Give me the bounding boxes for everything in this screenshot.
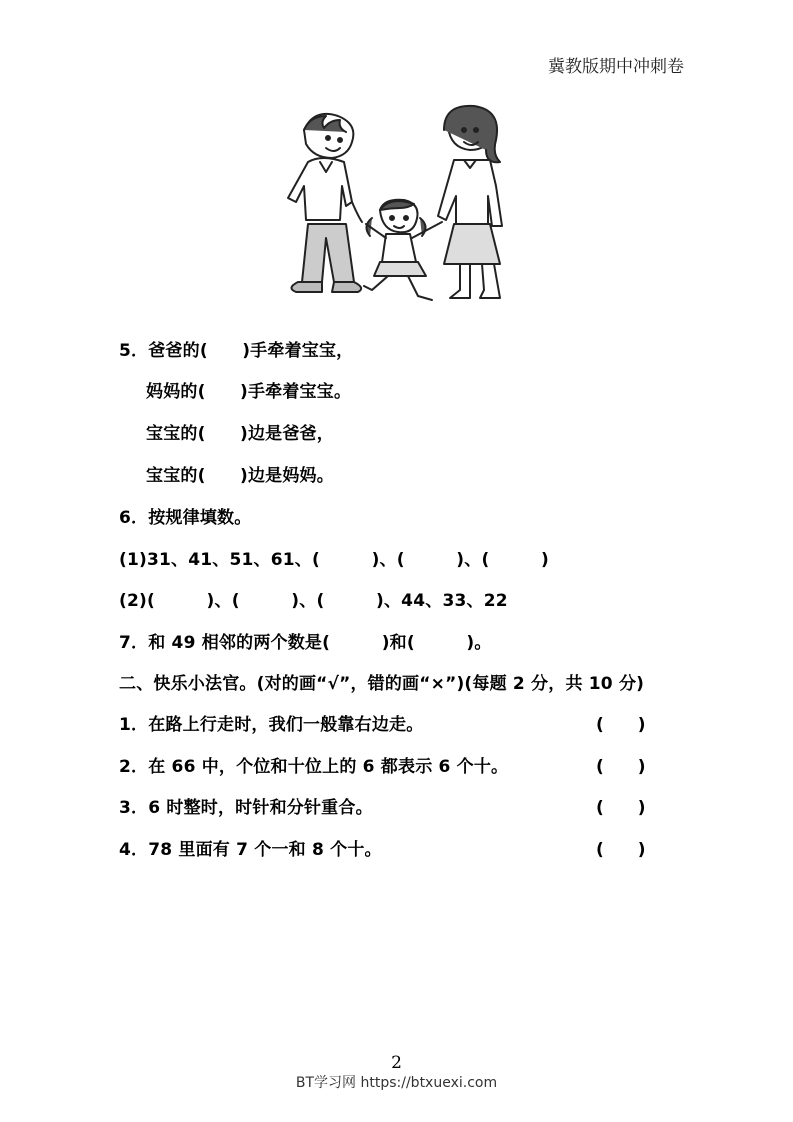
question-6-title: 6．按规律填数。 (119, 508, 252, 528)
judge-item-3: 3．6 时整时，时针和分针重合。 (119, 798, 373, 818)
page-number: 2 (391, 1053, 402, 1073)
question-5-line-4: 宝宝的( )边是妈妈。 (146, 466, 334, 486)
page-header-title: 冀教版期中冲刺卷 (548, 57, 684, 77)
judge-item-1-answer-blank: ( ) (596, 715, 646, 735)
judge-item-4: 4．78 里面有 7 个一和 8 个十。 (119, 840, 382, 860)
judge-item-2-answer-blank: ( ) (596, 757, 646, 777)
question-6-part-2: (2)( )、( )、( )、44、33、22 (119, 591, 508, 611)
question-6-part-1: (1)31、41、51、61、( )、( )、( ) (119, 550, 550, 570)
question-5-line-3: 宝宝的( )边是爸爸， (146, 424, 334, 444)
judge-item-3-answer-blank: ( ) (596, 798, 646, 818)
family-illustration (268, 100, 528, 322)
question-5-line-2: 妈妈的( )手牵着宝宝。 (146, 382, 352, 402)
question-5-line-1: 5．爸爸的( )手牵着宝宝， (119, 341, 354, 361)
judge-item-4-answer-blank: ( ) (596, 840, 646, 860)
footer-site-link[interactable]: BT学习网 https://btxuexi.com (295, 1075, 498, 1091)
section-2-heading: 二、快乐小法官。(对的画“√”，错的画“×”)(每题 2 分，共 10 分) (119, 674, 645, 694)
judge-item-1: 1．在路上行走时，我们一般靠右边走。 (119, 715, 424, 735)
question-7: 7．和 49 相邻的两个数是( )和( )。 (119, 633, 492, 653)
judge-item-2: 2．在 66 中，个位和十位上的 6 都表示 6 个十。 (119, 757, 509, 777)
